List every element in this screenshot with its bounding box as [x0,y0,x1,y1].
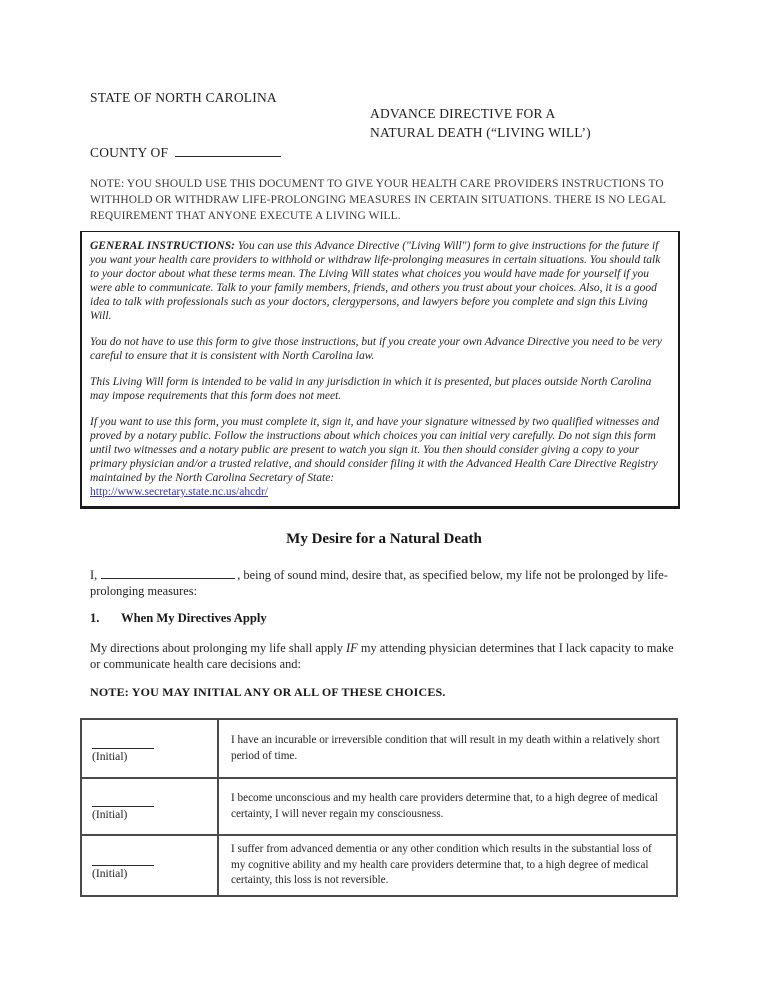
table-row [81,719,677,778]
initial-blank-field[interactable] [92,793,154,807]
document-title-line2: NATURAL DEATH (“LIVING WILL’) [370,125,591,140]
initial-label: (Initial) [92,807,128,821]
county-label: COUNTY OF [90,145,169,160]
general-instructions-para1-text: You can use this Advance Directive ("Living Will") form to give instructions for the future if you want your health care providers to withhold or withdraw life-prolonging measures in certain situations. You should talk to your doctor about what these terms mean. The Living Will states what choices you would have made for yourself if you were able to communicate. Talk to your family members, friends, and others you trust about your choices. Also, it is a good idea to talk with professionals such as your doctors, clergypersons, and lawyers before you complete and sign this Living Will. [90,240,661,322]
declaration-prefix: I, [90,568,98,582]
clause-1-number: 1. [90,611,100,625]
document-title-line1: ADVANCE DIRECTIVE FOR A [370,106,556,121]
declaration-sentence [90,566,680,599]
county-blank-field[interactable] [175,144,281,157]
general-instructions-box [80,231,680,509]
declaration-suffix: , being of sound mind, desire that, as specified below, my life not be prolonged by life-prolonging measures: [90,568,668,598]
initial-choices-note: NOTE: YOU MAY INITIAL ANY OR ALL OF THESE CHOICES. [90,685,446,699]
clause-1-body-after-if: my attending physician determines that I lack capacity to make or communicate health care decisions and: [90,641,674,671]
table-row [81,835,677,896]
clause-1-heading [90,611,267,626]
initial-cell [81,778,218,835]
choices-table [80,718,678,897]
choice-text: I become unconscious and my health care providers determine that, to a high degree of medical certainty, I will never regain my consciousness. [218,778,677,835]
top-note: NOTE: YOU SHOULD USE THIS DOCUMENT TO GIVE YOUR HEALTH CARE PROVIDERS INSTRUCTIONS TO WITHHOLD OR WITHDRAW LIFE-PROLONGING MEASURES IN CERTAIN SITUATIONS. THERE IS NO LEGAL REQUIREMENT THAT ANYONE EXECUTE A LIVING WILL. [90,178,666,222]
initial-label: (Initial) [92,866,128,880]
choice-text: I suffer from advanced dementia or any other condition which results in the substantial loss of my cognitive ability and my health care providers determine that, to a high degree of medical certainty, this loss is not reversible. [218,835,677,896]
initial-cell [81,719,218,778]
choice-text: I have an incurable or irreversible condition that will result in my death within a relatively short period of time. [218,719,677,778]
initial-blank-field[interactable] [92,735,154,749]
initial-cell [81,835,218,896]
table-row [81,778,677,835]
initial-label: (Initial) [92,749,128,763]
registry-link[interactable]: http://www.secretary.state.nc.us/ahcdr/ [90,486,268,498]
general-instructions-para2: You do not have to use this form to give those instructions, but if you create your own Advance Directive you need to be very careful to ensure that it is consistent with North Carolina law. [90,336,662,362]
general-instructions-para4: If you want to use this form, you must complete it, sign it, and have your signature witnessed by two qualified witnesses and proved by a notary public. Follow the instructions about which choices you can initial very carefully. Do not sign this form until two witnesses and a notary public are present to watch you sign it. You then should consider giving a copy to your primary physician and/or a trusted relative, and should consider filing it with the Advanced Health Care Directive Registry maintained by the North Carolina Secretary of State: [90,416,660,484]
clause-1-body [90,640,678,672]
declarant-name-field[interactable] [101,566,235,579]
clause-1-body-before-if: My directions about prolonging my life shall apply [90,641,347,655]
initial-blank-field[interactable] [92,852,154,866]
clause-1-title: When My Directives Apply [121,611,267,625]
state-heading: STATE OF NORTH CAROLINA [90,90,277,105]
section-heading: My Desire for a Natural Death [286,531,482,547]
county-line [90,144,281,161]
document-title [370,104,591,142]
general-instructions-lead: GENERAL INSTRUCTIONS: [90,240,235,252]
general-instructions-para1 [90,239,670,323]
general-instructions-para3: This Living Will form is intended to be valid in any jurisdiction in which it is presented, but places outside North Carolina may impose requirements that this form does not meet. [90,376,652,402]
clause-1-if-word: IF [346,641,358,655]
